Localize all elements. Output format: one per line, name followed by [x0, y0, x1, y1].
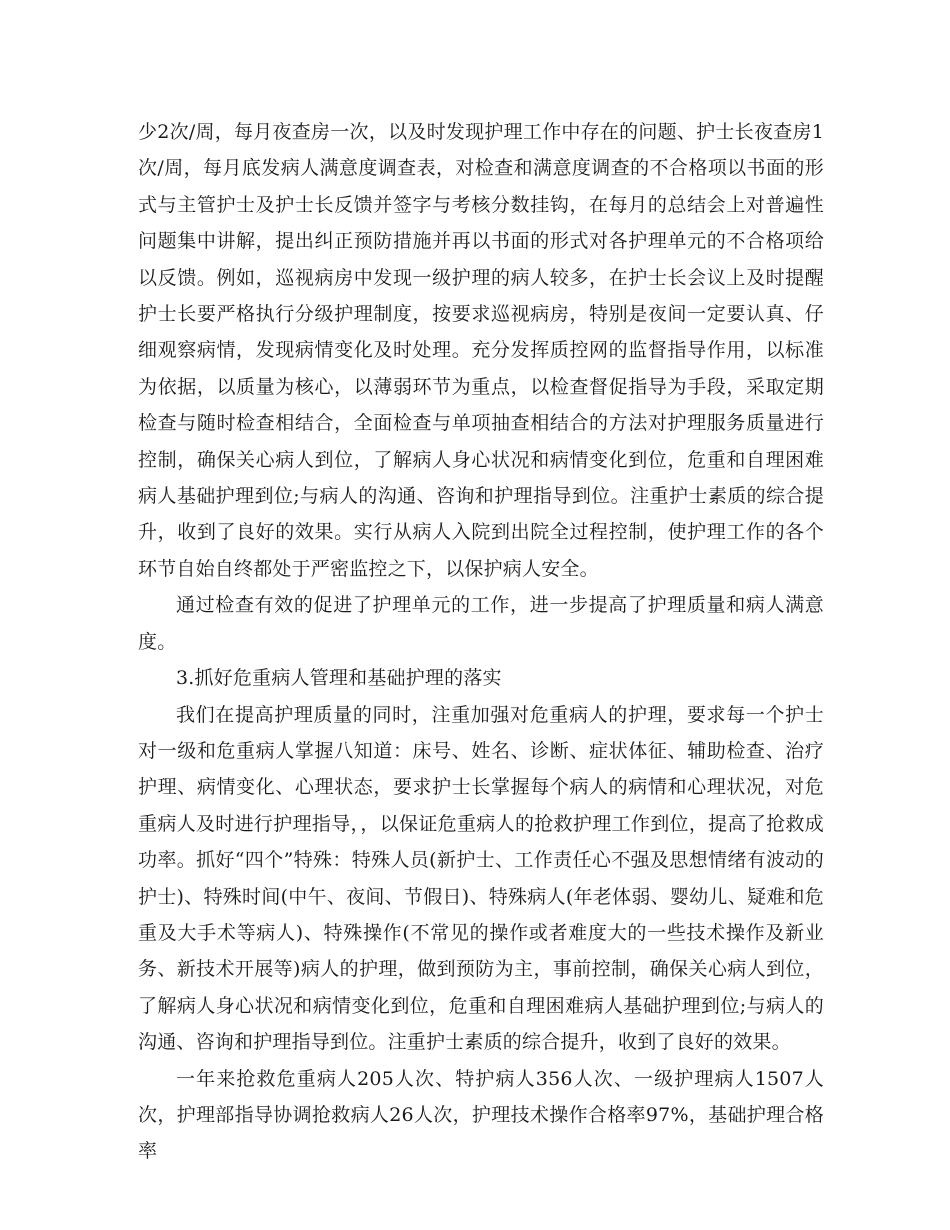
paragraph-annual-statistics: 一年来抢救危重病人205人次、特护病人356人次、一级护理病人1507人次，护理部指导协调抢救病人26人次，护理技术操作合格率97%，基础护理合格率	[138, 1067, 824, 1163]
paragraph-critical-care: 我们在提高护理质量的同时，注重加强对危重病人的护理，要求每一个护士对一级和危重病人掌握八知道：床号、姓名、诊断、症状体征、辅助检查、治疗护理、病情变化、心理状态，要求护士长掌握每个病人的病情和心理状况，对危重病人及时进行护理指导，，以保证危重病人的抢救护理工作到位，提高了抢救成功率。抓好“四个”特殊：特殊人员(新护士、工作责任心不强及思想情绪有波动的护士)、特殊时间(中午、夜间、节假日)、特殊病人(年老体弱、婴幼儿、疑难和危重及大手术等病人)、特殊操作(不常见的操作或者难度大的一些技术操作及新业务、新技术开展等)病人的护理，做到预防为主，事前控制，确保关心病人到位，了解病人身心状况和病情变化到位，危重和自理困难病人基础护理到位;与病人的沟通、咨询和护理指导到位。注重护士素质的综合提升，收到了良好的效果。	[138, 703, 824, 1054]
section-heading-critical-care: 3.抓好危重病人管理和基础护理的落实	[176, 667, 502, 690]
paragraph-inspection-result: 通过检查有效的促进了护理单元的工作，进一步提高了护理质量和病人满意度。	[138, 594, 824, 653]
document-body	[138, 114, 824, 1170]
paragraph-quality-inspection: 少2次/周，每月夜查房一次，以及时发现护理工作中存在的问题、护士长夜查房1次/周，每月底发病人满意度调查表，对检查和满意度调查的不合格项以书面的形式与主管护士及护士长反馈并签字与考核分数挂钩，在每月的总结会上对普遍性问题集中讲解，提出纠正预防措施并再以书面的形式对各护理单元的不合格项给以反馈。例如，巡视病房中发现一级护理的病人较多，在护士长会议上及时提醒护士长要严格执行分级护理制度，按要求巡视病房，特别是夜间一定要认真、仔细观察病情，发现病情变化及时处理。充分发挥质控网的监督指导作用，以标准为依据，以质量为核心，以薄弱环节为重点，以检查督促指导为手段，采取定期检查与随时检查相结合，全面检查与单项抽查相结合的方法对护理服务质量进行控制，确保关心病人到位，了解病人身心状况和病情变化到位，危重和自理困难病人基础护理到位;与病人的沟通、咨询和护理指导到位。注重护士素质的综合提升，收到了良好的效果。实行从病人入院到出院全过程控制，使护理工作的各个环节自始自终都处于严密监控之下，以保护病人安全。	[138, 121, 824, 580]
